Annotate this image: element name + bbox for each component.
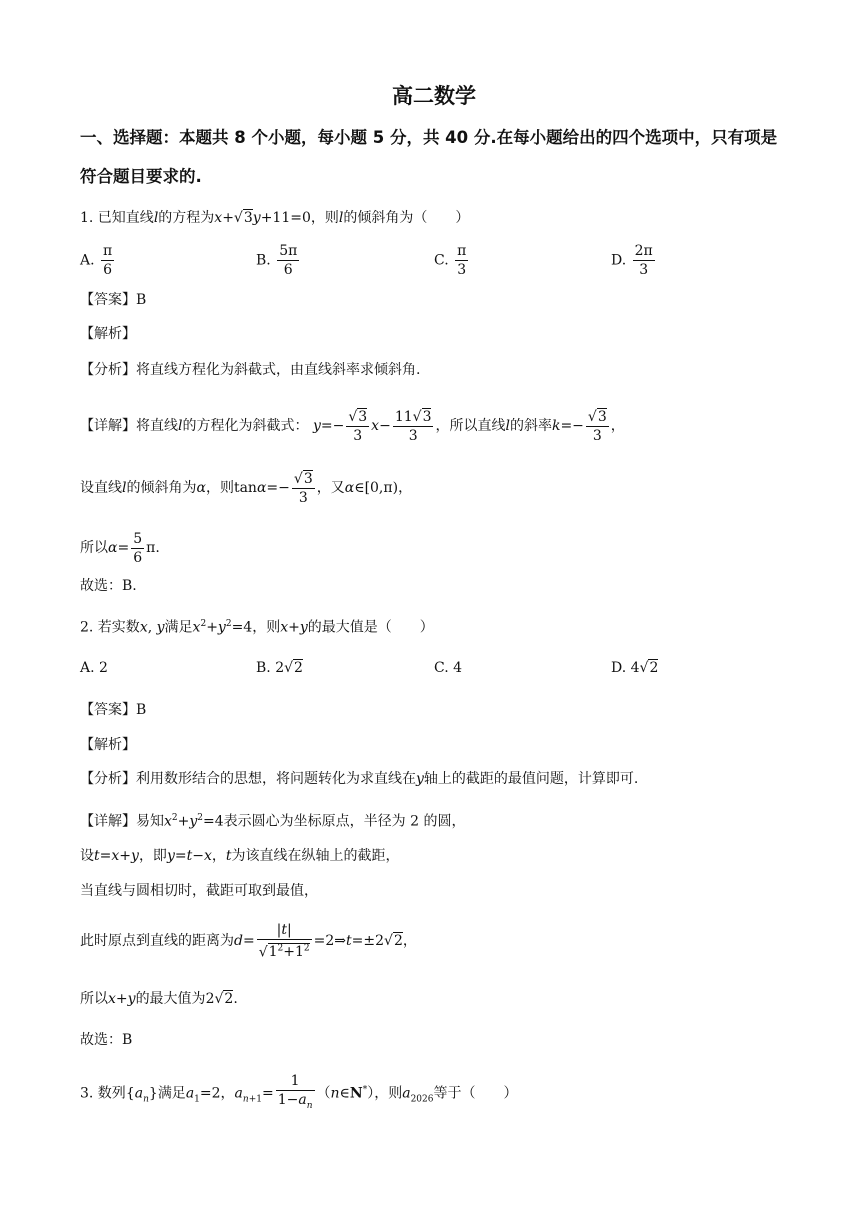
detail-2-set: 设t=x+y，即y=t−x，t为该直线在纵轴上的截距，: [80, 848, 400, 864]
math-l: l: [153, 210, 159, 226]
fenxi-2: 【分析】利用数形结合的思想，将问题转化为求直线在y轴上的截距的最值问题，计算即可.: [80, 771, 639, 787]
q2-option-c: C. 4: [434, 660, 463, 676]
question-2-stem: 2. 若实数x, y满足$x^2+y^2=4$，则x+y的最大值是（ ）: [80, 619, 434, 636]
question-1-stem: 1. 已知直线l的方程为x+√3y+11=0，则l的倾斜角为（ ）: [80, 210, 470, 226]
option-c: C. $\frac{\pi}{3}$: [434, 243, 467, 278]
question-3-stem: 3. 数列$\{a_n\}$满足$a_1=2$，$a_{n+1}=$ $\frac{1}{1-a_n}$ （n∈N*），则$a_{2026}$等于（ ）: [80, 1073, 518, 1112]
section-heading-line1: 一、选择题：本题共 8 个小题，每小题 5 分，共 40 分.在每小题给出的四个选项中，只有项是: [80, 128, 778, 147]
detail-2-so: 所以x+y的最大值为2√2.: [80, 991, 238, 1007]
detail-2: 【详解】易知$x^2+y^2=4$表示圆心为坐标原点，半径为 2 的圆，: [80, 813, 466, 830]
q2-option-b: B. 2√2: [256, 660, 303, 676]
answer-2: 【答案】B: [80, 702, 147, 718]
option-a: A. $\frac{\pi}{6}$: [80, 243, 113, 278]
option-b: B. $\frac{5\pi}{6}$: [256, 243, 298, 278]
detail-1-set: 设直线l的倾斜角为α，则tanα=− $\frac{√3}{3}$ ，又α∈[0,π)，: [80, 470, 413, 506]
analysis-1: 【解析】: [80, 326, 136, 342]
detail-1: 【详解】将直线l的方程化为斜截式： y=− $\frac{√3}{3}$ x− $\frac{11√3}{3}$ ，所以直线l的斜率k=− $\frac{√3}{3}$ ，: [80, 408, 625, 444]
q2-option-a: A. 2: [80, 660, 108, 676]
option-d: D. $\frac{2\pi}{3}$: [611, 243, 653, 278]
equation: x+√3y+11=0: [214, 210, 311, 226]
answer-1: 【答案】B: [80, 292, 147, 308]
fenxi-1: 【分析】将直线方程化为斜截式，由直线斜率求倾斜角.: [80, 362, 421, 378]
choose-2: 故选：B: [80, 1032, 133, 1048]
detail-1-so: 所以α= $\frac{5}{6}$ π.: [80, 530, 160, 566]
q2-option-d: D. 4√2: [611, 660, 659, 676]
page-title: 高二数学: [392, 84, 476, 108]
detail-2-tangent: 当直线与圆相切时，截距可取到最值，: [80, 883, 318, 899]
choose-1: 故选：B.: [80, 578, 137, 594]
detail-2-distance: 此时原点到直线的距离为d= $\frac{|t|}{√1^2+1^2}$ =2⇒t=±2√2，: [80, 921, 417, 961]
section-heading-line2: 符合题目要求的.: [80, 167, 202, 186]
analysis-2: 【解析】: [80, 737, 136, 753]
